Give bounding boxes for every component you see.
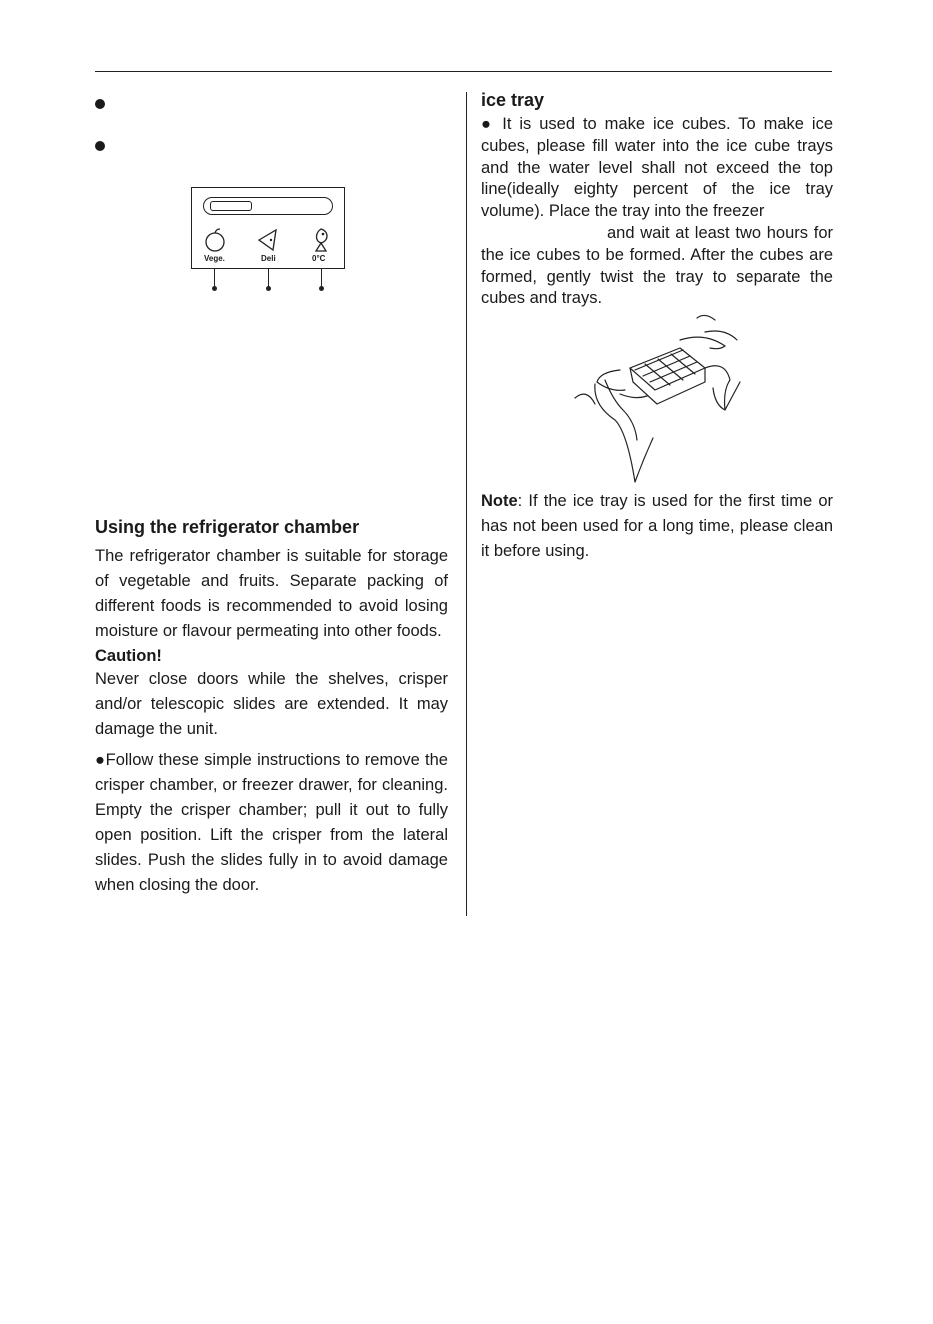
leader-dot <box>266 286 271 291</box>
refrigerator-paragraph: The refrigerator chamber is suitable for storage of vegetable and fruits. Separate packing of different foods is recommended to avoid losing moisture or flavour permeating into other foods. <box>95 547 448 640</box>
ice-tray-twist-illustration <box>565 310 750 485</box>
bullet-icon <box>95 141 105 151</box>
deli-label: Deli <box>261 254 276 263</box>
leader-dot <box>212 286 217 291</box>
deli-icon <box>256 228 280 252</box>
fish-icon <box>309 227 333 253</box>
caution-text: Never close doors while the shelves, crisper and/or telescopic slides are extended. It may damage the unit. <box>95 670 448 738</box>
ice-tray-body-continued: and wait at least two hours for the ice cubes to be formed. After the cubes are formed, gently twist the tray to separate the cubes and trays. <box>481 223 833 308</box>
zero-degree-label: 0°C <box>312 254 326 263</box>
leader-dot <box>319 286 324 291</box>
control-panel-diagram <box>191 187 345 269</box>
caution-title: Caution! <box>95 647 162 665</box>
ice-tray-heading: ice tray <box>481 90 545 110</box>
ice-tray-section <box>481 89 833 310</box>
column-divider <box>466 92 467 916</box>
section-heading: Using the refrigerator chamber <box>95 517 360 537</box>
header-rule <box>95 71 832 72</box>
removal-instructions: ●Follow these simple instructions to remove the crisper chamber, or freezer drawer, for cleaning. Empty the crisper chamber; pull it out to fully open position. Lift the crisper from the lateral slides. Push the slides fully in to avoid damage when closing the door. <box>95 751 448 894</box>
refrigerator-section <box>95 516 448 898</box>
note-paragraph <box>481 489 833 564</box>
ice-tray-body: ● It is used to make ice cubes. To make ice cubes, please fill water into the ice cube trays and the water level shall not exceed the top line(ideally eighty percent of the ice tray volume). Place the tray into the freezer <box>481 115 833 221</box>
note-block <box>481 489 833 564</box>
bullet-icon <box>95 99 105 109</box>
display-bar <box>203 197 333 215</box>
note-label: Note <box>481 492 518 510</box>
vegetable-icon <box>204 228 228 254</box>
note-text: : If the ice tray is used for the first time or has not been used for a long time, please clean it before using. <box>481 492 833 560</box>
display-segment <box>210 201 252 211</box>
vege-label: Vege. <box>204 254 225 263</box>
